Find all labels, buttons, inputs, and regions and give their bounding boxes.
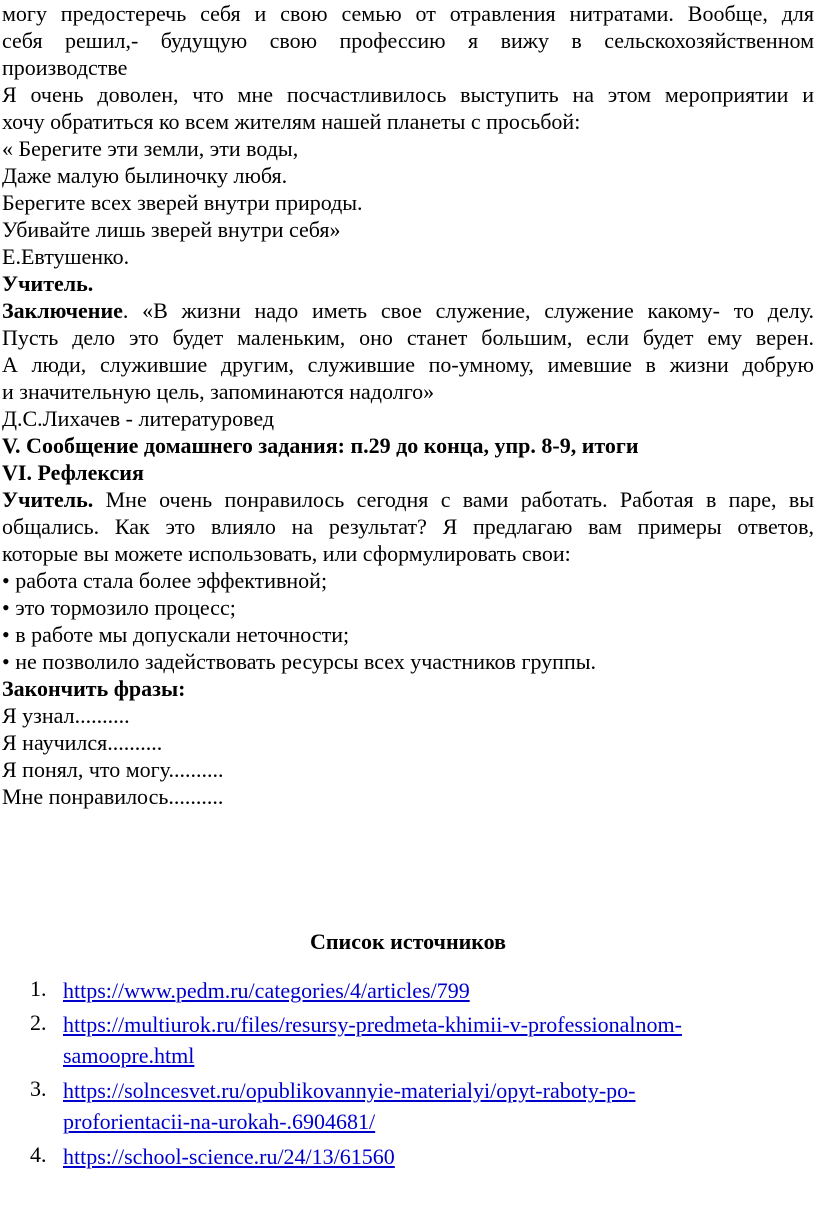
sources-title: Список источников	[309, 929, 507, 954]
phrase-line: Я понял, что могу..........	[2, 757, 224, 782]
document-body	[2, 0, 814, 810]
list-number: 2.	[30, 1010, 47, 1035]
source-link-2[interactable]: https://multiurok.ru/files/resursy-predmeta-khimii-v-professionalnom-	[63, 1012, 682, 1037]
phrase-line: Мне понравилось..........	[2, 784, 224, 809]
teacher-label: Учитель.	[2, 487, 94, 512]
list-number: 3.	[30, 1076, 47, 1101]
text-line: производстве	[2, 55, 128, 80]
list-item	[0, 975, 816, 1009]
list-item	[0, 1075, 816, 1141]
section-heading-homework: V. Сообщение домашнего задания: п.29 до конца, упр. 8-9, итоги	[2, 433, 639, 458]
sources-list	[0, 975, 816, 1175]
text-line: хочу обратиться ко всем жителям нашей планеты с просьбой:	[2, 109, 581, 134]
poem-line: Берегите всех зверей внутри природы.	[2, 190, 363, 215]
text-line: себя решил,- будущую свою профессию я вижу в сельскохозяйственном	[2, 28, 814, 53]
bullet-item: • это тормозило процесс;	[2, 595, 236, 620]
list-number: 1.	[30, 976, 47, 1001]
bullet-item: • работа стала более эффективной;	[2, 568, 328, 593]
speaker-label: Учитель.	[2, 271, 94, 296]
list-item	[0, 1009, 816, 1075]
conclusion-line	[2, 297, 814, 324]
finish-phrases-heading: Закончить фразы:	[2, 676, 186, 701]
phrase-line: Я узнал..........	[2, 703, 130, 728]
poem-line: « Берегите эти земли, эти воды,	[2, 136, 299, 161]
source-link-3[interactable]: https://solncesvet.ru/opublikovannyie-materialyi/opyt-raboty-po-	[63, 1078, 636, 1103]
poem-line: Даже малую былиночку любя.	[2, 163, 288, 188]
list-item	[0, 1141, 816, 1175]
quote-author: Д.С.Лихачев - литературовед	[2, 406, 275, 431]
source-link-2-continued[interactable]: samoopre.html	[63, 1043, 195, 1068]
text-line: и значительную цель, запоминаются надолго»	[2, 379, 435, 404]
source-link-4[interactable]: https://school-science.ru/24/13/61560	[63, 1144, 395, 1169]
bullet-item: • в работе мы допускали неточности;	[2, 622, 350, 647]
bullet-item: • не позволило задействовать ресурсы всех участников группы.	[2, 649, 596, 674]
teacher-line	[2, 486, 814, 513]
source-link-1[interactable]: https://www.pedm.ru/categories/4/articles/799	[63, 978, 470, 1003]
poem-line: Убивайте лишь зверей внутри себя»	[2, 217, 341, 242]
text-line: Я очень доволен, что мне посчастливилось выступить на этом мероприятии и	[2, 82, 814, 107]
text-line: могу предостеречь себя и свою семью от отравления нитратами. Вообще, для	[2, 1, 814, 26]
conclusion-label: Заключение	[2, 298, 123, 323]
list-number: 4.	[30, 1142, 47, 1167]
poem-author: Е.Евтушенко.	[2, 244, 130, 269]
text-line: Пусть дело это будет маленьким, оно станет большим, если будет ему верен.	[2, 325, 814, 350]
teacher-text: Мне очень понравилось сегодня с вами работать. Работая в паре, вы	[93, 487, 814, 512]
section-heading-reflection: VI. Рефлексия	[2, 460, 144, 485]
phrase-line: Я научился..........	[2, 730, 163, 755]
text-line: А люди, служившие другим, служившие по-умному, имевшие в жизни добрую	[2, 352, 814, 377]
source-link-3-continued[interactable]: proforientacii-na-urokah-.6904681/	[63, 1109, 376, 1134]
text-line: общались. Как это влияло на результат? Я предлагаю вам примеры ответов,	[2, 514, 814, 539]
text-line: которые вы можете использовать, или сформулировать свои:	[2, 541, 571, 566]
conclusion-text: . «В жизни надо иметь свое служение, служение какому- то делу.	[122, 298, 814, 323]
